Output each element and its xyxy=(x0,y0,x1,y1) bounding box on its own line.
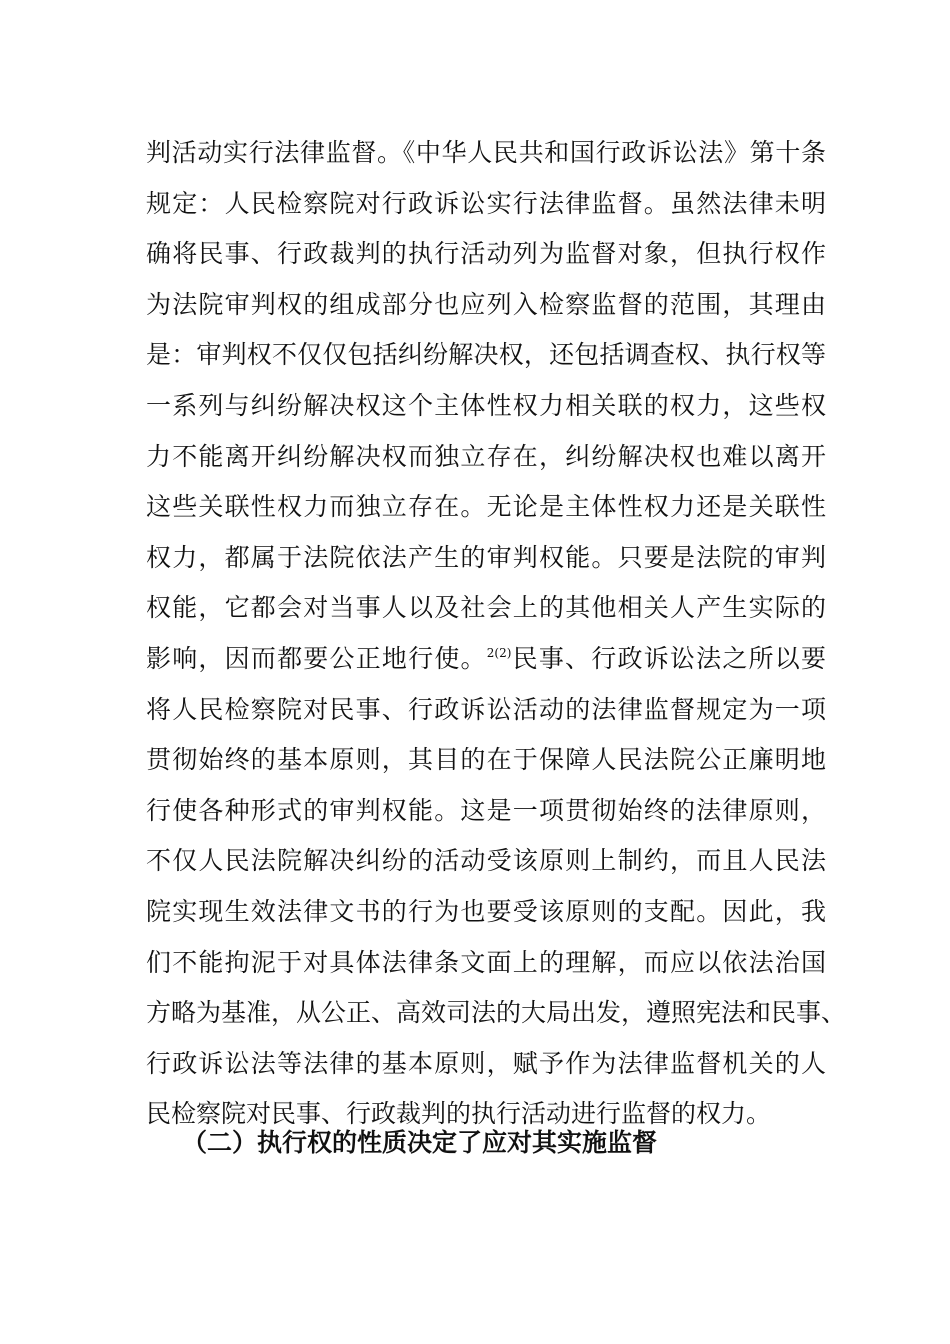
paragraph-line: 方略为基准，从公正、高效司法的大局出发，遵照宪法和民事、 xyxy=(146,998,847,1028)
paragraph-line: 行使各种形式的审判权能。这是一项贯彻始终的法律原则， xyxy=(146,795,826,825)
paragraph-line: 一系列与纠纷解决权这个主体性权力相关联的权力，这些权 xyxy=(146,390,826,420)
line-text-after-note: 民事、行政诉讼法之所以要 xyxy=(511,643,826,673)
paragraph-line: 将人民检察院对民事、行政诉讼活动的法律监督规定为一项 xyxy=(146,694,826,724)
paragraph-line-with-footnote xyxy=(146,634,826,685)
paragraph-last-line: 民检察院对民事、行政裁判的执行活动进行监督的权力。 xyxy=(146,1099,772,1129)
paragraph-line: 为法院审判权的组成部分也应列入检察监督的范围，其理由 xyxy=(146,289,826,319)
footnote-reference[interactable]: 2(2) xyxy=(486,645,512,660)
paragraph-line: 行政诉讼法等法律的基本原则，赋予作为法律监督机关的人 xyxy=(146,1048,826,1078)
paragraph-line: 不仅人民法院解决纠纷的活动受该原则上制约，而且人民法 xyxy=(146,846,826,876)
paragraph-line: 力不能离开纠纷解决权而独立存在，纠纷解决权也难以离开 xyxy=(146,441,826,471)
paragraph-line: 贯彻始终的基本原则，其目的在于保障人民法院公正廉明地 xyxy=(146,745,826,775)
section-heading: （二）执行权的性质决定了应对其实施监督 xyxy=(182,1128,658,1157)
paragraph-line: 规定：人民检察院对行政诉讼实行法律监督。虽然法律未明 xyxy=(146,188,826,218)
paragraph-line: 判活动实行法律监督。《中华人民共和国行政诉讼法》第十条 xyxy=(146,138,826,167)
paragraph-line: 确将民事、行政裁判的执行活动列为监督对象，但执行权作 xyxy=(146,239,826,269)
line-text-before-note: 影响，因而都要公正地行使。 xyxy=(146,643,487,673)
paragraph-line: 这些关联性权力而独立存在。无论是主体性权力还是关联性 xyxy=(146,492,826,522)
paragraph-line: 权能，它都会对当事人以及社会上的其他相关人产生实际的 xyxy=(146,593,826,623)
paragraph-line: 院实现生效法律文书的行为也要受该原则的支配。因此，我 xyxy=(146,896,826,926)
paragraph-line: 是：审判权不仅仅包括纠纷解决权，还包括调查权、执行权等 xyxy=(146,340,826,370)
paragraph-line: 们不能拘泥于对具体法律条文面上的理解，而应以依法治国 xyxy=(146,947,826,977)
body-paragraph xyxy=(146,128,847,1140)
paragraph-line: 权力，都属于法院依法产生的审判权能。只要是法院的审判 xyxy=(146,542,826,572)
